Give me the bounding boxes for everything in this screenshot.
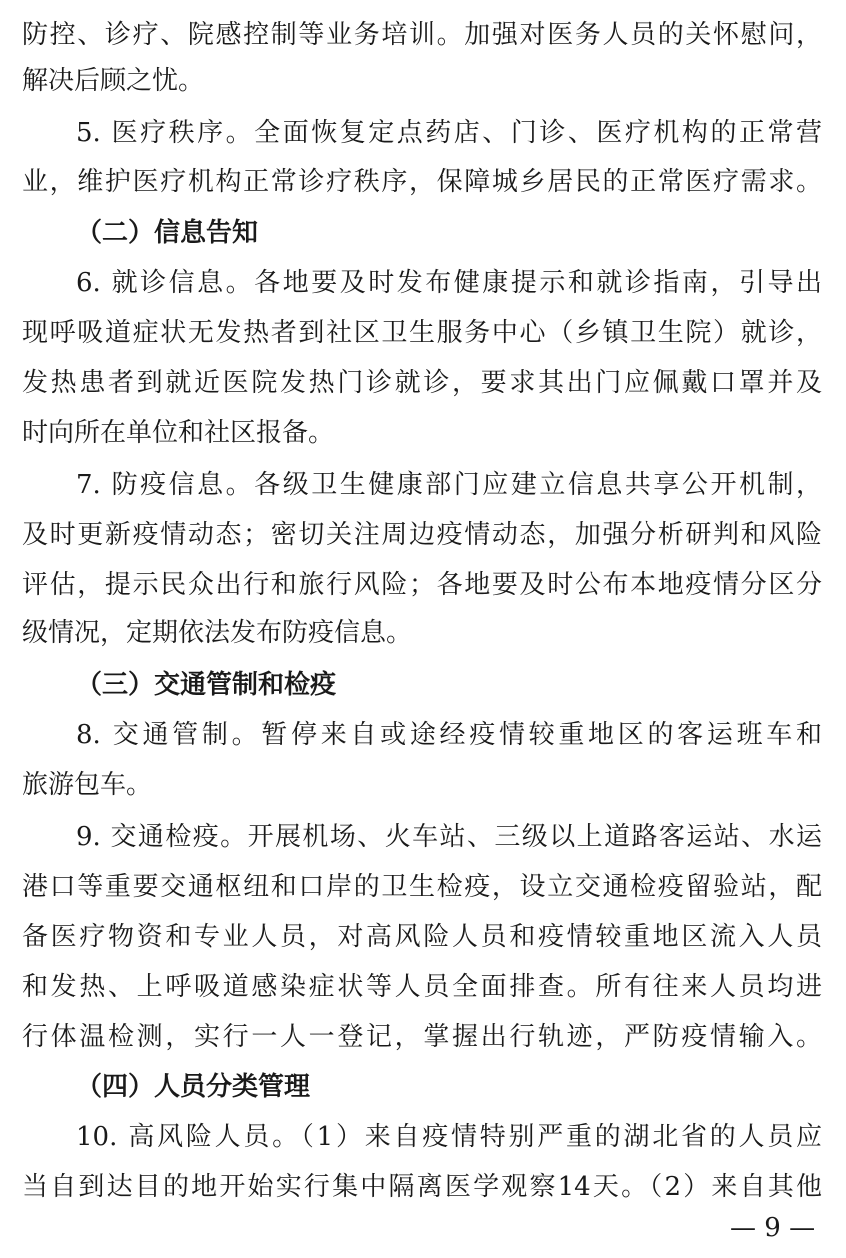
text-line: 备医疗物资和专业人员，对高风险人员和疫情较重地区流入人员 [22, 922, 822, 952]
text-line: 评估，提示民众出行和旅行风险；各地要及时公布本地疫情分区分 [22, 570, 822, 600]
text-line: 时向所在单位和社区报备。 [22, 418, 335, 448]
section-heading-2: （二）信息告知 [76, 218, 259, 248]
paragraph-6-start: 6. 就诊信息。各地要及时发布健康提示和就诊指南，引导出 [76, 268, 822, 298]
section-heading-4: （四）人员分类管理 [76, 1072, 311, 1102]
section-heading-3: （三）交通管制和检疫 [76, 670, 337, 700]
text-line: 和发热、上呼吸道感染症状等人员全面排查。所有往来人员均进 [22, 972, 822, 1002]
text-line: 港口等重要交通枢纽和口岸的卫生检疫，设立交通检疫留验站，配 [22, 872, 822, 902]
text-line: 发热患者到就近医院发热门诊就诊，要求其出门应佩戴口罩并及 [22, 368, 822, 398]
paragraph-10-start: 10. 高风险人员。（1）来自疫情特别严重的湖北省的人员应 [76, 1122, 822, 1152]
page-number: — 9 — [730, 1213, 816, 1243]
paragraph-8-start: 8. 交通管制。暂停来自或途经疫情较重地区的客运班车和 [76, 720, 822, 750]
text-line: 解决后顾之忧。 [22, 66, 205, 96]
text-line: 及时更新疫情动态；密切关注周边疫情动态，加强分析研判和风险 [22, 520, 822, 550]
text-line: 当自到达目的地开始实行集中隔离医学观察14天。（2）来自其他 [22, 1172, 822, 1202]
paragraph-5-start: 5. 医疗秩序。全面恢复定点药店、门诊、医疗机构的正常营 [76, 118, 822, 148]
text-line: 级情况，定期依法发布防疫信息。 [22, 618, 413, 648]
text-line: 业，维护医疗机构正常诊疗秩序，保障城乡居民的正常医疗需求。 [22, 167, 822, 197]
text-line: 行体温检测，实行一人一登记，掌握出行轨迹，严防疫情输入。 [22, 1022, 822, 1052]
paragraph-7-start: 7. 防疫信息。各级卫生健康部门应建立信息共享公开机制， [76, 470, 822, 500]
text-line: 防控、诊疗、院感控制等业务培训。加强对医务人员的关怀慰问， [22, 20, 822, 50]
text-line: 旅游包车。 [22, 770, 153, 800]
text-line: 现呼吸道症状无发热者到社区卫生服务中心（乡镇卫生院）就诊， [22, 318, 822, 348]
paragraph-9-start: 9. 交通检疫。开展机场、火车站、三级以上道路客运站、水运 [76, 822, 822, 852]
